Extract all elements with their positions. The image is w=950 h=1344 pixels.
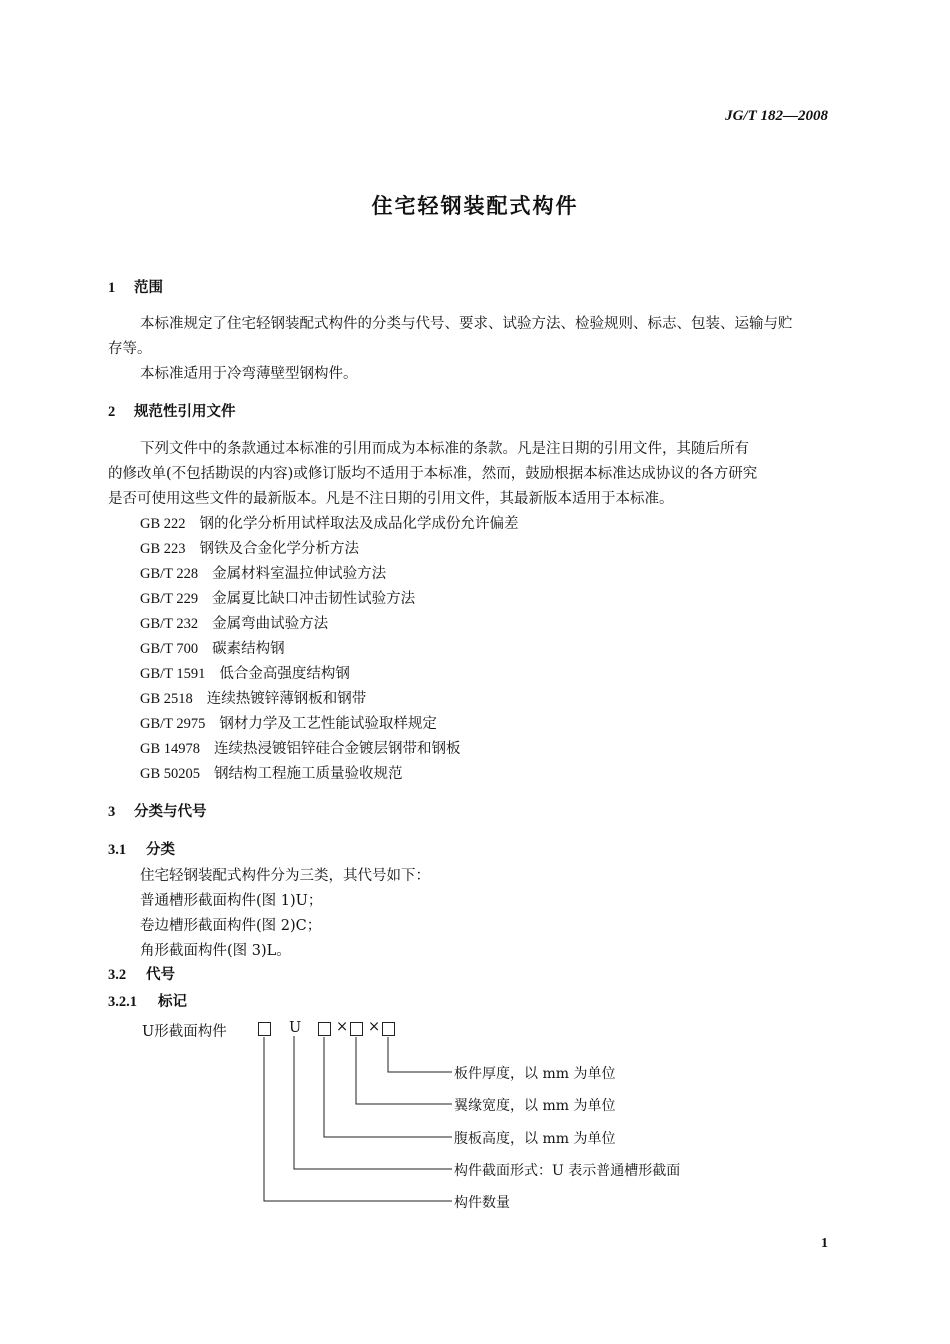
section-number: 2 bbox=[108, 404, 116, 420]
paragraph-line: 下列文件中的条款通过本标准的引用而成为本标准的条款。凡是注日期的引用文件，其随后所有 bbox=[140, 441, 749, 457]
section-title: 范围 bbox=[134, 280, 163, 296]
reference-code: GB/T 232 bbox=[140, 616, 199, 632]
reference-code: GB/T 700 bbox=[140, 641, 199, 657]
subsection-title: 分类 bbox=[146, 842, 175, 858]
section-number: 3 bbox=[108, 804, 116, 820]
marking-label: 翼缘宽度，以 mm 为单位 bbox=[454, 1098, 616, 1114]
reference-code: GB/T 228 bbox=[140, 566, 199, 582]
paragraph-line: 的修改单(不包括勘误的内容)或修订版均不适用于本标准，然而，鼓励根据本标准达成协议的各方研究 bbox=[108, 466, 758, 482]
paragraph-line: 本标准适用于冷弯薄壁型钢构件。 bbox=[140, 366, 358, 382]
page-number: 1 bbox=[821, 1236, 828, 1251]
reference-code: GB 50205 bbox=[140, 766, 201, 782]
reference-code: GB 14978 bbox=[140, 741, 201, 757]
paragraph-line: 存等。 bbox=[108, 341, 152, 357]
times-sign: × bbox=[368, 1019, 381, 1035]
classification-line: 卷边槽形截面构件(图 2)C； bbox=[140, 918, 322, 934]
reference-title: 金属弯曲试验方法 bbox=[212, 616, 329, 632]
reference-code: GB 222 bbox=[140, 516, 186, 532]
reference-title: 碳素结构钢 bbox=[212, 641, 285, 657]
marking-label: 腹板高度，以 mm 为单位 bbox=[454, 1131, 616, 1147]
classification-line: 普通槽形截面构件(图 1)U； bbox=[140, 893, 323, 909]
leader-line-thickness bbox=[388, 1037, 452, 1072]
reference-title: 金属夏比缺口冲击韧性试验方法 bbox=[212, 591, 416, 607]
subsection-number: 3.2.1 bbox=[108, 994, 137, 1010]
leader-line-flange bbox=[356, 1037, 452, 1104]
section-title: 分类与代号 bbox=[134, 804, 207, 820]
reference-title: 钢结构工程施工质量验收规范 bbox=[214, 766, 403, 782]
reference-title: 金属材料室温拉伸试验方法 bbox=[212, 566, 387, 582]
reference-title: 钢材力学及工艺性能试验取样规定 bbox=[219, 716, 437, 732]
reference-code: GB 2518 bbox=[140, 691, 193, 707]
subsection-number: 3.1 bbox=[108, 842, 127, 858]
subsection-title: 代号 bbox=[146, 967, 175, 983]
subsection-title: 标记 bbox=[158, 994, 187, 1010]
reference-title: 钢铁及合金化学分析方法 bbox=[199, 541, 360, 557]
times-sign: × bbox=[336, 1019, 349, 1035]
section-letter: U bbox=[289, 1020, 302, 1036]
paragraph-line: 是否可使用这些文件的最新版本。凡是不注日期的引用文件，其最新版本适用于本标准。 bbox=[108, 491, 674, 507]
marking-label: 构件截面形式：U 表示普通槽形截面 bbox=[454, 1163, 681, 1179]
reference-code: GB/T 2975 bbox=[140, 716, 206, 732]
subsection-number: 3.2 bbox=[108, 967, 127, 983]
section-number: 1 bbox=[108, 280, 116, 296]
leader-line-section-form bbox=[294, 1036, 452, 1169]
standard-number: JG/T 182—2008 bbox=[725, 108, 828, 124]
reference-title: 低合金高强度结构钢 bbox=[219, 666, 350, 682]
marking-label: 构件数量 bbox=[454, 1195, 510, 1211]
reference-code: GB/T 1591 bbox=[140, 666, 206, 682]
reference-title: 连续热镀锌薄钢板和钢带 bbox=[206, 691, 367, 707]
reference-code: GB 223 bbox=[140, 541, 186, 557]
section-title: 规范性引用文件 bbox=[134, 404, 236, 420]
leader-line-quantity bbox=[264, 1037, 452, 1201]
marking-prefix: U形截面构件 bbox=[142, 1024, 227, 1040]
reference-title: 钢的化学分析用试样取法及成品化学成份允许偏差 bbox=[199, 516, 519, 532]
reference-code: GB/T 229 bbox=[140, 591, 199, 607]
document-title: 住宅轻钢装配式构件 bbox=[371, 194, 579, 218]
classification-line: 角形截面构件(图 3)L。 bbox=[140, 943, 291, 959]
paragraph-line: 本标准规定了住宅轻钢装配式构件的分类与代号、要求、试验方法、检验规则、标志、包装、运输与贮 bbox=[140, 316, 793, 332]
reference-title: 连续热浸镀铝锌硅合金镀层钢带和钢板 bbox=[214, 741, 461, 757]
marking-label: 板件厚度，以 mm 为单位 bbox=[454, 1066, 616, 1082]
classification-line: 住宅轻钢装配式构件分为三类，其代号如下： bbox=[140, 868, 430, 884]
